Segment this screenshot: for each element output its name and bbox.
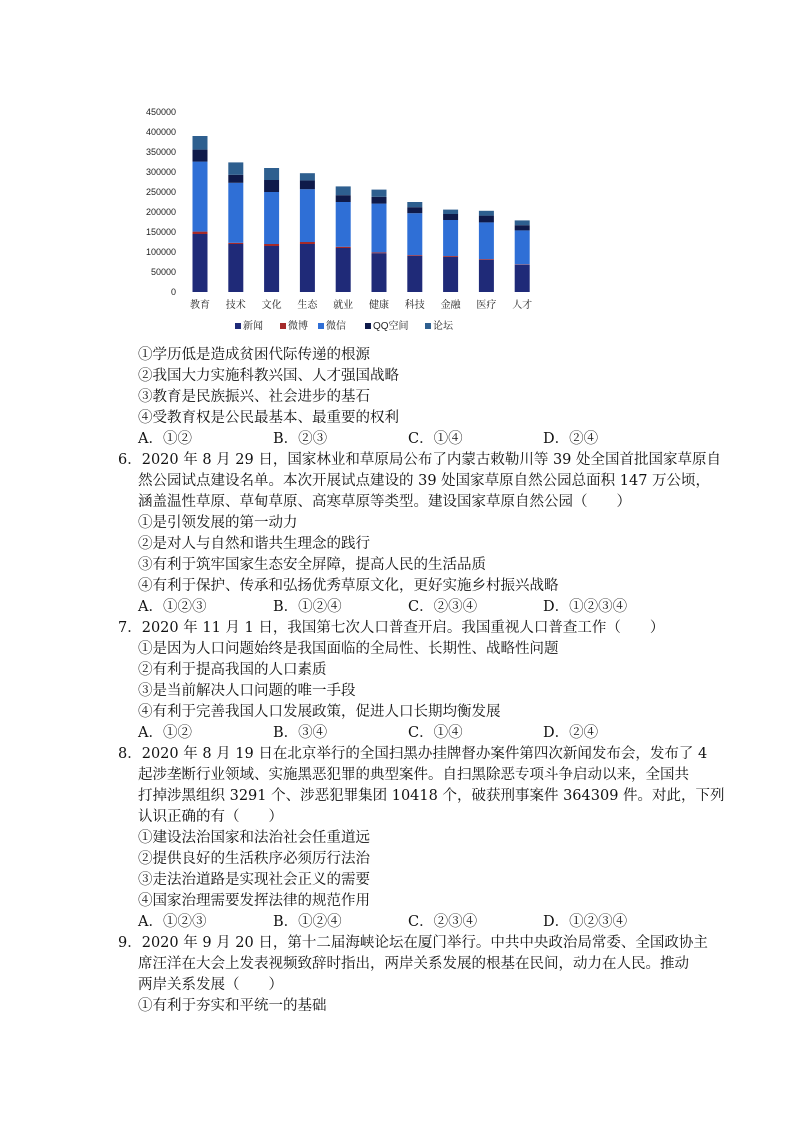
q8-stem: 8．2020 年 8 月 19 日在北京举行的全国扫黑办挂牌督办案件第四次新闻发布会，发布了 4	[118, 746, 708, 762]
legend-label: 微博	[288, 321, 308, 332]
x-tick-label: 技术	[225, 300, 246, 311]
q6-choice-b: B．①②④	[273, 599, 342, 615]
q8-stem: 起涉垄断行业领域、实施黑恶犯罪的典型案件。自扫黑除恶专项斗争启动以来，全国共	[138, 767, 689, 783]
legend-swatch	[365, 323, 371, 329]
y-tick-label: 450000	[145, 107, 176, 117]
bar-segment	[515, 220, 530, 225]
bar-segment	[372, 197, 387, 204]
x-tick-label: 科技	[404, 300, 425, 311]
x-axis	[190, 298, 532, 311]
stacked-bar-chart	[120, 100, 540, 345]
q8-option: ④国家治理需要发挥法律的规范作用	[138, 893, 370, 909]
q8-choice-a: A．①②③	[138, 914, 207, 930]
bar-segment	[443, 214, 458, 220]
bar-segment	[479, 216, 494, 223]
q6-stem: 涵盖温性草原、草甸草原、高寒草原等类型。建设国家草原自然公园（ ）	[138, 494, 631, 510]
bar-segment	[228, 162, 243, 174]
q8-option: ②提供良好的生活秩序必须厉行法治	[138, 851, 370, 867]
q9-option: ①有利于夯实和平统一的基础	[138, 998, 327, 1014]
bar-segment	[515, 230, 530, 264]
y-tick-label: 200000	[145, 207, 176, 217]
q6-choice-a: A．①②③	[138, 599, 207, 615]
q6-choices	[118, 597, 678, 618]
bar-segment	[407, 255, 422, 256]
q7-option: ④有利于完善我国人口发展政策，促进人口长期均衡发展	[138, 704, 501, 720]
bar-segment	[336, 186, 351, 195]
q6-stem: 然公园试点建设名单。本次开展试点建设的 39 处国家草原自然公园总面积 147 万公顷，	[138, 473, 711, 489]
bar-segment	[407, 256, 422, 292]
bar-segment	[193, 232, 208, 234]
q8-choices	[118, 912, 678, 933]
x-tick-label: 教育	[190, 300, 210, 311]
q7-choices	[118, 723, 678, 744]
bar-segment	[264, 168, 279, 180]
x-tick-label: 文化	[261, 300, 282, 311]
q8-choice-d: D．①②③④	[543, 914, 628, 930]
q6-option: ①是引领发展的第一动力	[138, 515, 298, 531]
y-tick-label: 150000	[145, 227, 176, 237]
y-tick-label: 300000	[145, 167, 176, 177]
bar-segment	[193, 136, 208, 150]
bar-segment	[372, 252, 387, 253]
legend-swatch	[280, 323, 286, 329]
x-tick-label: 生态	[297, 300, 318, 311]
bar-segment	[264, 244, 279, 246]
legend-label: 微信	[326, 321, 346, 332]
q8-choice-c: C．②③④	[408, 914, 478, 930]
bar-segment	[300, 173, 315, 180]
bar-segment	[407, 202, 422, 207]
bar-segment	[372, 253, 387, 292]
bar-segment	[300, 242, 315, 244]
x-tick-label: 就业	[333, 300, 354, 311]
bar-segment	[479, 260, 494, 292]
q8-choice-b: B．①②④	[273, 914, 342, 930]
bar-segment	[407, 213, 422, 255]
chart-bars	[193, 136, 530, 292]
bar-segment	[515, 225, 530, 230]
q7-choice-d: D．②④	[543, 725, 599, 741]
x-tick-label: 健康	[369, 300, 389, 311]
y-tick-label: 250000	[145, 187, 176, 197]
chart-legend	[235, 319, 454, 332]
legend-swatch	[425, 323, 431, 329]
q5-choices	[118, 429, 678, 450]
bar-segment	[479, 259, 494, 260]
bar-segment	[443, 256, 458, 257]
q9-stem: 两岸关系发展（ ）	[138, 977, 283, 993]
bar-segment	[336, 248, 351, 292]
y-tick-label: 350000	[145, 147, 176, 157]
q6-option: ②是对人与自然和谐共生理念的践行	[138, 536, 370, 552]
q7-option: ②有利于提高我国的人口素质	[138, 662, 327, 678]
bar-segment	[264, 192, 279, 244]
bar-segment	[228, 243, 243, 244]
bar-segment	[479, 211, 494, 216]
q5-choice-b: B．②③	[273, 431, 328, 447]
bar-segment	[300, 244, 315, 292]
bar-segment	[300, 189, 315, 242]
x-tick-label: 医疗	[476, 300, 497, 311]
bar-segment	[193, 150, 208, 162]
legend-swatch	[318, 323, 324, 329]
bar-segment	[407, 207, 422, 213]
bar-segment	[479, 222, 494, 259]
q5-option: ②我国大力实施科教兴国、人才强国战略	[138, 368, 399, 384]
bar-segment	[372, 204, 387, 253]
question-content	[118, 345, 725, 1017]
q8-stem: 认识正确的有（ ）	[138, 809, 283, 825]
q8-option: ③走法治道路是实现社会正义的需要	[138, 872, 370, 888]
q7-choice-b: B．③④	[273, 725, 328, 741]
bar-segment	[336, 202, 351, 247]
bar-segment	[228, 183, 243, 243]
q5-option: ③教育是民族振兴、社会进步的基石	[138, 389, 370, 405]
bar-segment	[228, 175, 243, 183]
bar-segment	[193, 162, 208, 232]
q6-option: ③有利于筑牢国家生态安全屏障，提高人民的生活品质	[138, 557, 486, 573]
legend-label: 论坛	[433, 321, 453, 332]
bar-segment	[443, 257, 458, 292]
y-tick-label: 100000	[145, 247, 176, 257]
q5-choice-c: C．①④	[408, 431, 463, 447]
q8-stem: 打掉涉黑组织 3291 个、涉恶犯罪集团 10418 个，破获刑事案件 364309 件。对此，下列	[138, 788, 725, 804]
q6-choice-c: C．②③④	[408, 599, 478, 615]
q7-choice-c: C．①④	[408, 725, 463, 741]
legend-label: 新闻	[243, 321, 263, 332]
q7-option: ①是因为人口问题始终是我国面临的全局性、长期性、战略性问题	[138, 641, 559, 657]
q5-option: ④受教育权是公民最基本、最重要的权利	[138, 410, 399, 426]
bar-segment	[300, 180, 315, 189]
q6-option: ④有利于保护、传承和弘扬优秀草原文化，更好实施乡村振兴战略	[138, 578, 559, 594]
q5-choice-d: D．②④	[543, 431, 599, 447]
bar-segment	[515, 265, 530, 292]
q6-choice-d: D．①②③④	[543, 599, 628, 615]
q8-option: ①建设法治国家和法治社会任重道远	[138, 830, 370, 846]
bar-segment	[372, 190, 387, 197]
x-tick-label: 人才	[512, 300, 533, 311]
x-tick-label: 金融	[440, 300, 461, 311]
bar-segment	[443, 220, 458, 256]
bar-segment	[193, 234, 208, 292]
q7-option: ③是当前解决人口问题的唯一手段	[138, 683, 356, 699]
y-tick-label: 0	[170, 287, 176, 297]
bar-segment	[443, 210, 458, 214]
legend-swatch	[235, 323, 241, 329]
bar-segment	[228, 244, 243, 292]
y-tick-label: 400000	[145, 127, 176, 137]
q7-stem: 7．2020 年 11 月 1 日，我国第七次人口普查开启。我国重视人口普查工作（ ）	[118, 620, 665, 636]
q6-stem: 6．2020 年 8 月 29 日，国家林业和草原局公布了内蒙古敕勒川等 39 处全国首批国家草原自	[118, 452, 722, 468]
bar-segment	[264, 246, 279, 292]
bar-segment	[336, 247, 351, 248]
q5-option: ①学历低是造成贫困代际传递的根源	[138, 347, 370, 363]
legend-label: QQ空间	[373, 321, 409, 332]
y-axis	[146, 107, 176, 297]
q7-choice-a: A．①②	[138, 725, 192, 741]
q5-choice-a: A．①②	[138, 431, 192, 447]
q9-stem: 9．2020 年 9 月 20 日，第十二届海峡论坛在厦门举行。中共中央政治局常委、全国政协主	[118, 935, 708, 951]
y-tick-label: 50000	[150, 267, 176, 277]
bar-segment	[264, 180, 279, 192]
bar-segment	[336, 195, 351, 202]
q9-stem: 席汪洋在大会上发表视频致辞时指出，两岸关系发展的根基在民间，动力在人民。推动	[138, 956, 689, 972]
